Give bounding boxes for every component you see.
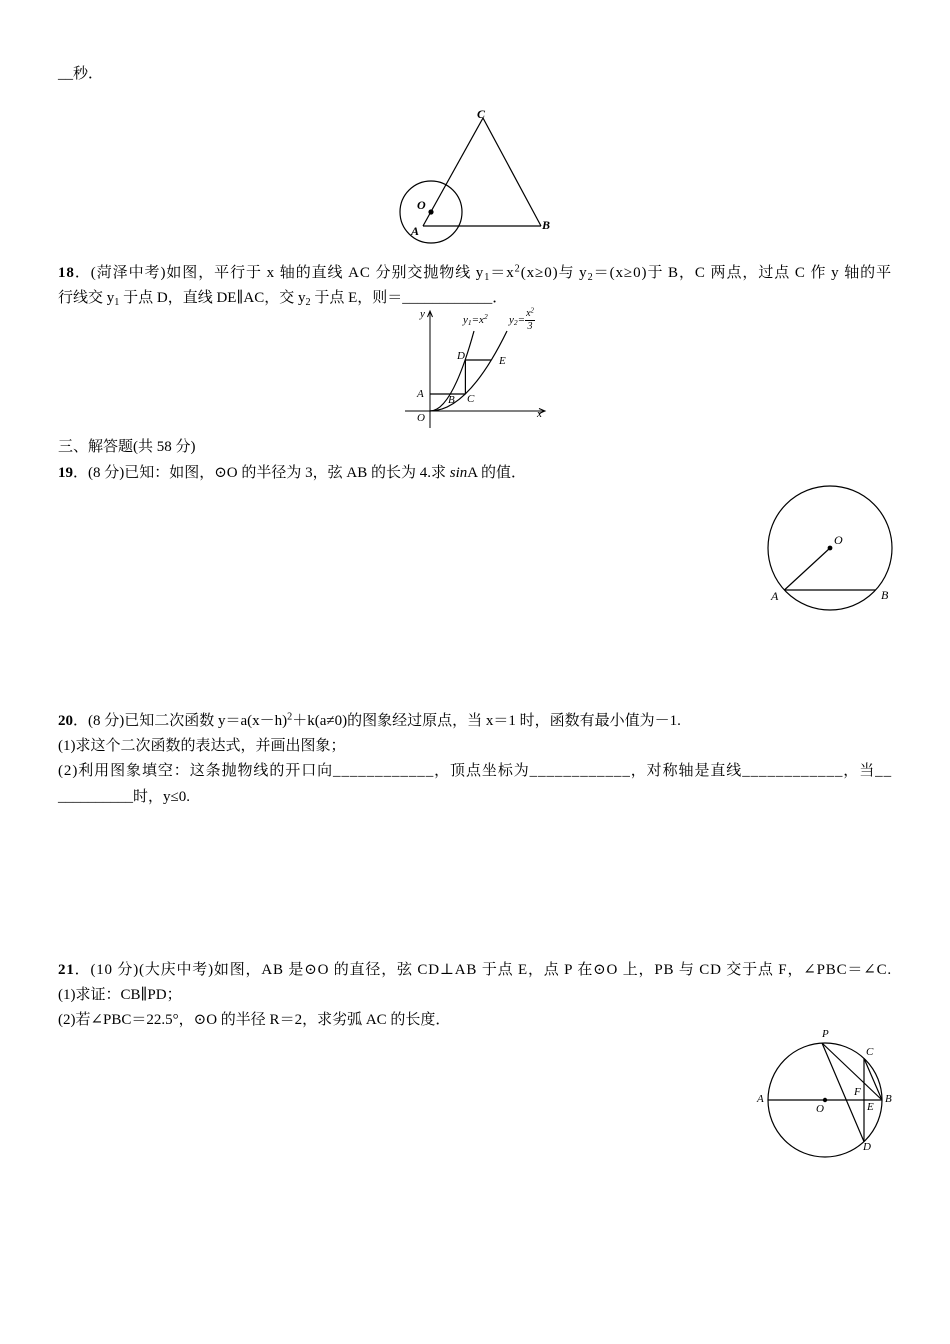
segment-bc <box>483 118 541 226</box>
y2-numerator-sup: 2 <box>530 307 534 315</box>
section-title <box>58 438 196 456</box>
label-o: O <box>417 412 425 424</box>
label-a: A <box>757 1093 764 1105</box>
q19-sin: sin <box>449 465 468 481</box>
q18-line1 <box>58 264 892 282</box>
label-e: E <box>499 355 506 367</box>
y2-fraction <box>525 309 535 332</box>
previous-question-tail <box>58 65 103 83</box>
label-a: A <box>411 224 420 238</box>
y2-label-sub: 2 <box>513 318 518 328</box>
section-title-text: 三、解答题(共 58 分) <box>58 439 196 455</box>
q18-run: ＝(x≥0)于 B，C 两点，过点 C 作 y 轴的平 <box>593 265 893 281</box>
q20-part2-line1 <box>58 762 892 780</box>
q18-run: ＝x <box>490 265 515 281</box>
q19-run: A 的值． <box>467 465 527 481</box>
label-b: B <box>542 218 551 232</box>
q18-line1-text <box>58 265 892 281</box>
label-c: C <box>477 107 486 121</box>
q18-answer-blank: 于点 E，则＝____________． <box>310 290 508 306</box>
y-axis-label: y <box>420 308 425 320</box>
q18-run: (x≥0)与 y <box>520 265 588 281</box>
q21-run: ．(10 分)(大庆中考)如图，AB 是⊙O 的直径，弦 CD⊥AB 于点 E，点 P 在⊙O 上，PB 与 CD 交于点 F，∠PBC＝∠C. <box>74 962 892 978</box>
q21-part1 <box>58 986 182 1004</box>
y2-numerator-base: x <box>526 308 531 319</box>
q21-part2-text: (2)若∠PBC＝22.5°，⊙O 的半径 R＝2，求劣弧 AC 的长度． <box>58 1012 451 1028</box>
q21-line1 <box>58 961 892 979</box>
label-b: B <box>885 1093 892 1105</box>
q20-run: ＋k(a≠0)的图象经过原点，当 x＝1 时，函数有最小值为－1. <box>292 713 681 729</box>
y1-equation-label <box>463 311 488 328</box>
x-axis-label: x <box>537 408 542 420</box>
radius-oa <box>784 548 830 590</box>
q18-run: 于点 D，直线 DE∥AC，交 y <box>119 290 306 306</box>
triangle-circle-figure <box>390 105 560 250</box>
label-a: A <box>417 388 424 400</box>
label-b: B <box>881 588 889 602</box>
label-p: P <box>822 1028 829 1040</box>
label-a: A <box>771 589 779 603</box>
y2-label-part: y <box>509 314 514 327</box>
label-e: E <box>867 1101 874 1113</box>
center-point-o <box>823 1098 827 1102</box>
q19-line <box>58 464 526 482</box>
label-c: C <box>467 393 475 405</box>
label-f: F <box>854 1086 861 1098</box>
q18-run: 行线交 y <box>58 290 115 306</box>
y1-label-sub: 1 <box>467 318 472 328</box>
q20-number: 20 <box>58 713 73 729</box>
circle-diameter-figure <box>752 1028 900 1160</box>
q20-part1-text: (1)求这个二次函数的表达式，并画出图象； <box>58 738 346 754</box>
q20-part1 <box>58 737 346 755</box>
segment-cb <box>864 1058 882 1100</box>
label-b: B <box>448 394 455 406</box>
q20-part2-line2-text: __________时，y≤0. <box>58 789 190 805</box>
label-d: D <box>863 1141 871 1153</box>
y2-fraction-numerator <box>525 309 535 321</box>
q18-sub: 1 <box>114 296 120 308</box>
label-o: O <box>834 533 843 547</box>
q18-sub: 2 <box>305 296 311 308</box>
q20-part2-line1-text: (2)利用图象填空：这条抛物线的开口向____________，顶点坐标为____________，对称轴是直线____________，当__ <box>58 763 892 779</box>
q19-run: ．(8 分)已知：如图，⊙O 的半径为 3，弦 AB 的长为 4.求 <box>73 465 450 481</box>
q18-run: ．(菏泽中考)如图，平行于 x 轴的直线 AC 分别交抛物线 y <box>74 265 485 281</box>
label-o: O <box>417 198 426 212</box>
q21-part2 <box>58 1011 450 1029</box>
q18-sup: 2 <box>514 263 521 275</box>
label-c: C <box>866 1046 874 1058</box>
q18-sub: 2 <box>587 271 594 283</box>
q20-run: ．(8 分)已知二次函数 y＝a(x－h) <box>73 713 288 729</box>
center-point-o <box>828 546 833 551</box>
label-d: D <box>457 350 465 362</box>
y2-equation-label <box>509 309 535 332</box>
label-o: O <box>816 1103 824 1115</box>
y2-label-part: = <box>517 314 526 327</box>
y2-fraction-denominator: 3 <box>527 321 533 332</box>
q21-part1-text: (1)求证：CB∥PD； <box>58 987 182 1003</box>
q20-line1 <box>58 712 681 730</box>
circle-chord-figure <box>760 478 900 613</box>
q20-part2-line2 <box>58 788 190 806</box>
y1-label-part: y <box>463 314 468 326</box>
parabola-figure <box>398 305 550 435</box>
q21-line1-text <box>58 962 892 978</box>
previous-question-tail-text: __秒． <box>58 66 104 82</box>
q19-number: 19 <box>58 465 73 481</box>
circle-chord-drawing <box>760 478 900 613</box>
q18-sub: 1 <box>484 271 491 283</box>
y1-label-part: =x <box>471 314 484 326</box>
q18-number: 18 <box>58 265 75 281</box>
q21-number: 21 <box>58 962 75 978</box>
y1-label-sup: 2 <box>483 311 488 321</box>
circle-diameter-drawing <box>752 1028 900 1160</box>
center-point-o <box>428 209 433 214</box>
q20-sup: 2 <box>287 711 293 723</box>
